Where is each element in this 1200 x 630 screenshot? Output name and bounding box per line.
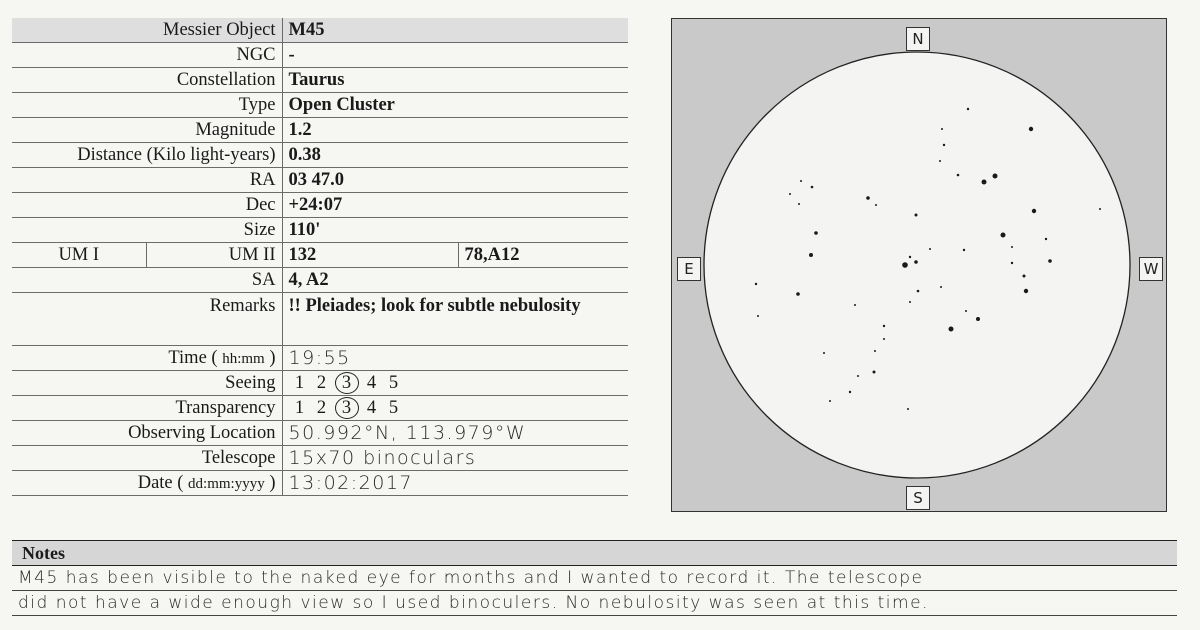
seeing-option-2: 2: [316, 373, 327, 393]
east-label: E: [677, 257, 701, 281]
star-mark: [800, 180, 802, 182]
size-value: 110': [282, 218, 628, 243]
seeing-option-3: 3: [335, 372, 359, 394]
star-mark: [857, 375, 859, 377]
um2-value: 132: [282, 243, 458, 268]
type-value: Open Cluster: [282, 93, 628, 118]
date-label-close: ): [269, 472, 276, 493]
star-mark: [1023, 275, 1026, 278]
transparency-option-4: 4: [366, 398, 377, 418]
star-mark: [1032, 209, 1036, 213]
um1-label: UM I: [12, 243, 146, 268]
star-mark: [814, 231, 818, 235]
star-mark: [811, 186, 814, 189]
star-mark: [849, 391, 851, 393]
note-line-2: did not have a wide enough view so I used binoculers. No nebulosity was seen at this time.: [12, 591, 1177, 616]
star-mark: [967, 108, 969, 110]
south-label: S: [906, 486, 930, 510]
row-type: [12, 93, 628, 118]
star-mark: [883, 338, 885, 340]
ngc-value: -: [282, 43, 628, 68]
star-mark: [829, 400, 831, 402]
transparency-option-2: 2: [316, 398, 327, 418]
date-value: 13:02:2017: [282, 471, 628, 496]
remarks-label: Remarks: [12, 293, 282, 346]
star-mark: [914, 260, 918, 264]
transparency-option-3: 3: [335, 397, 359, 419]
star-mark: [907, 408, 909, 410]
seeing-scale: [282, 371, 628, 396]
transparency-label: Transparency: [12, 396, 282, 421]
time-unit: hh:mm: [222, 350, 265, 367]
row-seeing: [12, 371, 628, 396]
time-label-close: ): [269, 347, 276, 368]
transparency-scale: [282, 396, 628, 421]
star-mark: [929, 248, 931, 250]
dec-label: Dec: [12, 193, 282, 218]
star-mark: [883, 325, 885, 327]
star-mark: [976, 317, 980, 321]
sketch-panel: [671, 18, 1167, 512]
um2-label: UM II: [146, 243, 282, 268]
location-value: 50.992°N, 113.979°W: [282, 421, 628, 446]
star-mark: [1099, 208, 1101, 210]
time-label-text: Time (: [168, 347, 218, 368]
ngc-label: NGC: [12, 43, 282, 68]
row-time: [12, 346, 628, 371]
um-extra-value: 78,A12: [458, 243, 628, 268]
star-mark: [755, 283, 757, 285]
row-location: [12, 421, 628, 446]
seeing-label: Seeing: [12, 371, 282, 396]
telescope-value: 15x70 binoculars: [282, 446, 628, 471]
star-mark: [1011, 246, 1013, 248]
star-mark: [1024, 289, 1028, 293]
star-mark: [823, 352, 825, 354]
star-mark: [909, 301, 911, 303]
observation-table: [12, 18, 628, 496]
star-mark: [915, 214, 918, 217]
telescope-label: Telescope: [12, 446, 282, 471]
star-mark: [1029, 127, 1033, 131]
star-mark: [875, 204, 877, 206]
row-date: [12, 471, 628, 496]
star-mark: [873, 371, 876, 374]
star-mark: [957, 174, 960, 177]
star-mark: [1045, 238, 1047, 240]
magnitude-value: 1.2: [282, 118, 628, 143]
row-distance: [12, 143, 628, 168]
star-mark: [940, 286, 942, 288]
star-mark: [854, 304, 856, 306]
transparency-option-1: 1: [294, 398, 305, 418]
location-label: Observing Location: [12, 421, 282, 446]
field-of-view-sketch: [672, 19, 1166, 511]
star-mark: [993, 174, 998, 179]
eyepiece-field-circle: [704, 52, 1130, 478]
row-telescope: [12, 446, 628, 471]
north-label: N: [906, 27, 930, 51]
star-mark: [982, 180, 987, 185]
row-sa: [12, 268, 628, 293]
row-remarks: [12, 293, 628, 346]
row-transparency: [12, 396, 628, 421]
notes-title: Notes: [12, 540, 1177, 566]
row-uranometria: [12, 243, 628, 268]
time-value: 19:55: [282, 346, 628, 371]
star-mark: [789, 193, 791, 195]
date-label: [12, 471, 282, 496]
star-mark: [1001, 233, 1006, 238]
ra-value: 03 47.0: [282, 168, 628, 193]
constellation-label: Constellation: [12, 68, 282, 93]
remarks-value: !! Pleiades; look for subtle nebulosity: [282, 293, 628, 346]
star-mark: [949, 327, 954, 332]
star-mark: [963, 249, 965, 251]
row-size: [12, 218, 628, 243]
messier-object-value: M45: [282, 18, 628, 43]
star-mark: [874, 350, 876, 352]
messier-object-label: Messier Object: [12, 18, 282, 43]
sa-label: SA: [12, 268, 282, 293]
star-mark: [1011, 262, 1013, 264]
constellation-value: Taurus: [282, 68, 628, 93]
star-mark: [757, 315, 759, 317]
type-label: Type: [12, 93, 282, 118]
star-mark: [798, 203, 800, 205]
date-unit: dd:mm:yyyy: [188, 475, 265, 492]
sa-value: 4, A2: [282, 268, 628, 293]
star-mark: [796, 292, 800, 296]
notes-section: [12, 540, 1177, 616]
star-mark: [917, 290, 920, 293]
distance-value: 0.38: [282, 143, 628, 168]
west-label: W: [1139, 257, 1163, 281]
dec-value: +24:07: [282, 193, 628, 218]
star-mark: [866, 196, 870, 200]
star-mark: [909, 256, 911, 258]
star-mark: [943, 144, 945, 146]
row-constellation: [12, 68, 628, 93]
date-label-text: Date (: [137, 472, 184, 493]
note-line-1: M45 has been visible to the naked eye for months and I wanted to record it. The telescope: [12, 566, 1177, 591]
star-mark: [902, 262, 908, 268]
star-mark: [939, 160, 941, 162]
star-mark: [1048, 259, 1052, 263]
seeing-option-4: 4: [366, 373, 377, 393]
seeing-option-1: 1: [294, 373, 305, 393]
row-dec: [12, 193, 628, 218]
row-messier-object: [12, 18, 628, 43]
seeing-option-5: 5: [388, 373, 399, 393]
row-ngc: [12, 43, 628, 68]
distance-label: Distance (Kilo light-years): [12, 143, 282, 168]
transparency-option-5: 5: [388, 398, 399, 418]
magnitude-label: Magnitude: [12, 118, 282, 143]
ra-label: RA: [12, 168, 282, 193]
row-magnitude: [12, 118, 628, 143]
row-ra: [12, 168, 628, 193]
star-mark: [965, 310, 967, 312]
star-mark: [809, 253, 813, 257]
size-label: Size: [12, 218, 282, 243]
star-mark: [941, 128, 943, 130]
time-label: [12, 346, 282, 371]
